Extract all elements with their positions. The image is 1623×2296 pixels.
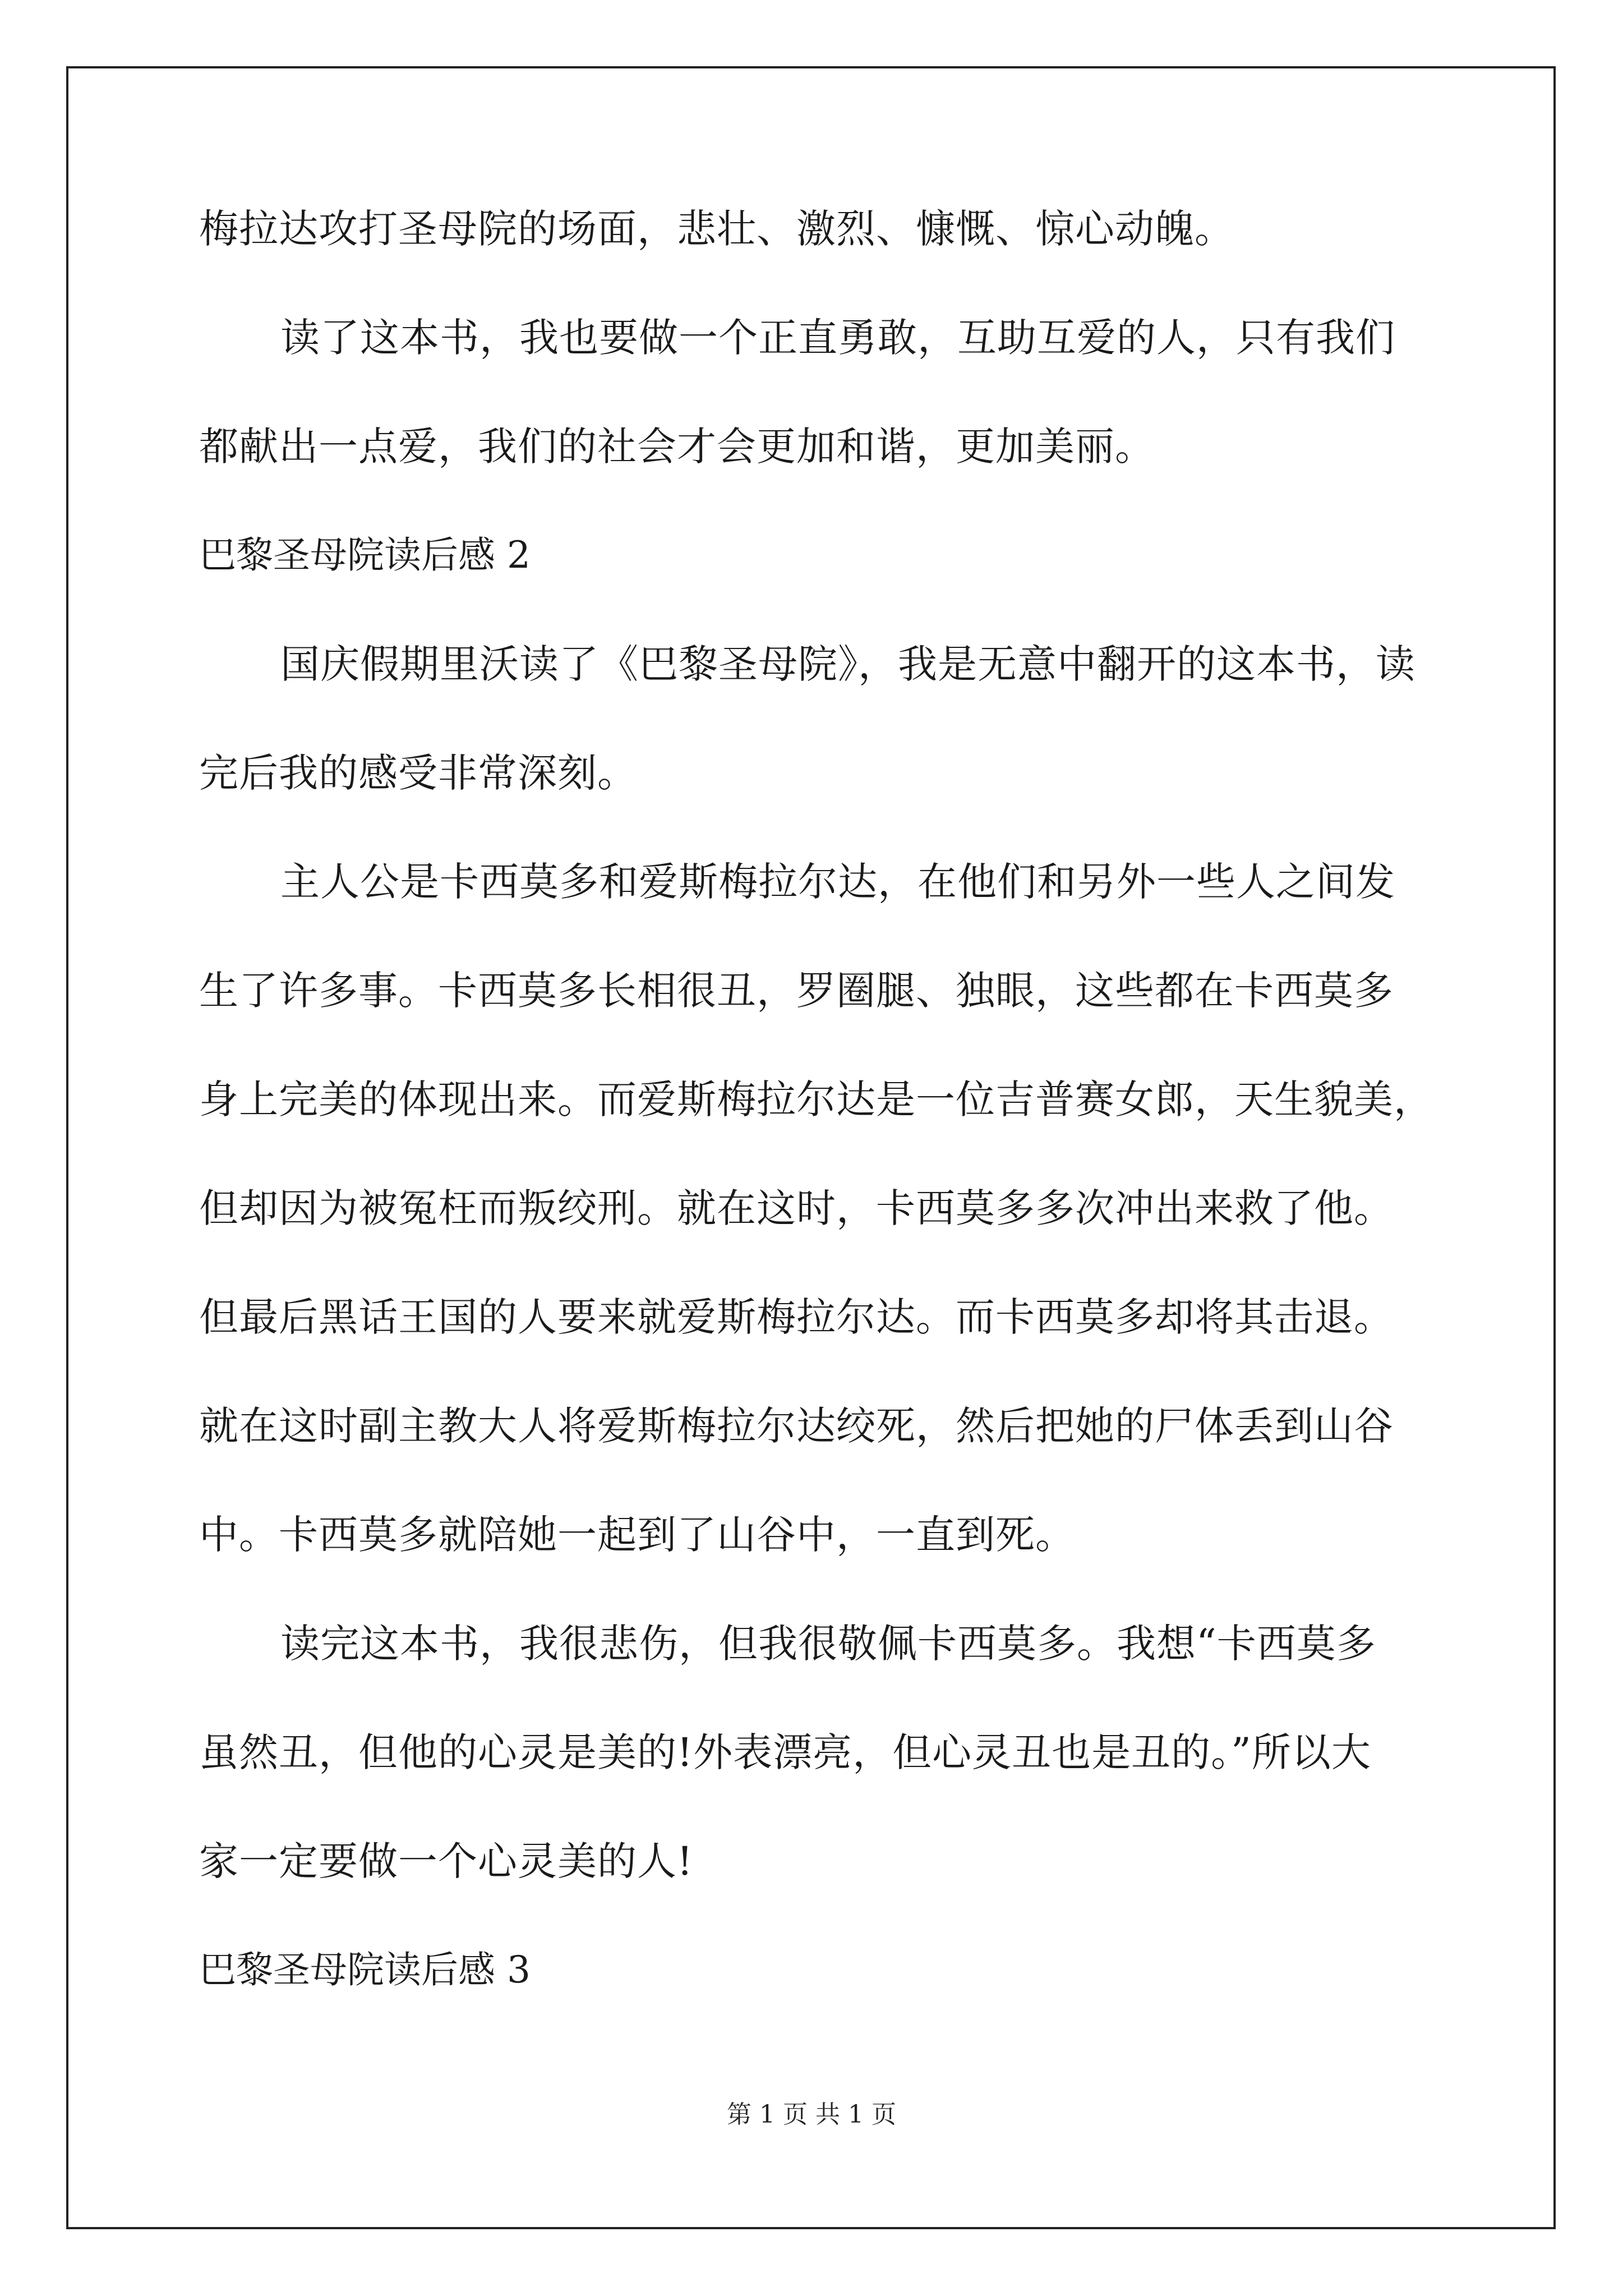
body-line: 虽然丑，但他的心灵是美的!外表漂亮，但心灵丑也是丑的。”所以大 [199,1729,1371,1775]
body-line: 完后我的感受非常深刻。 [199,750,637,796]
body-line: 国庆假期里沃读了《巴黎圣母院》，我是无意中翻开的这本书，读 [280,641,1415,687]
body-line: 家一定要做一个心灵美的人! [199,1838,694,1884]
section-heading: 巴黎圣母院读后感 2 [199,533,531,577]
body-line: 都献出一点爱，我们的社会才会更加和谐，更加美丽。 [199,424,1155,470]
body-line: 生了许多事。卡西莫多长相很丑，罗圈腿、独眼，这些都在卡西莫多 [199,968,1394,1014]
body-line: 梅拉达攻打圣母院的场面，悲壮、激烈、慷慨、惊心动魄。 [199,206,1234,252]
body-line: 中。卡西莫多就陪她一起到了山谷中，一直到死。 [199,1512,1075,1558]
body-line: 读完这本书，我很悲伤，但我很敬佩卡西莫多。我想“卡西莫多 [280,1621,1376,1667]
body-line: 但最后黑话王国的人要来就爱斯梅拉尔达。而卡西莫多却将其击退。 [199,1294,1394,1340]
body-line: 读了这本书，我也要做一个正直勇敢，互助互爱的人，只有我们 [280,315,1395,361]
page-number-footer: 第 1 页 共 1 页 [727,2100,896,2129]
section-heading: 巴黎圣母院读后感 3 [199,1948,531,1991]
body-line: 身上完美的体现出来。而爱斯梅拉尔达是一位吉普赛女郎，天生貌美， [199,1076,1433,1122]
page-border [66,66,1556,2229]
body-line: 主人公是卡西莫多和爱斯梅拉尔达，在他们和另外一些人之间发 [280,859,1395,905]
body-line: 就在这时副主教大人将爱斯梅拉尔达绞死，然后把她的尸体丢到山谷 [199,1403,1394,1449]
body-line: 但却因为被冤枉而叛绞刑。就在这时，卡西莫多多次冲出来救了他。 [199,1185,1394,1231]
